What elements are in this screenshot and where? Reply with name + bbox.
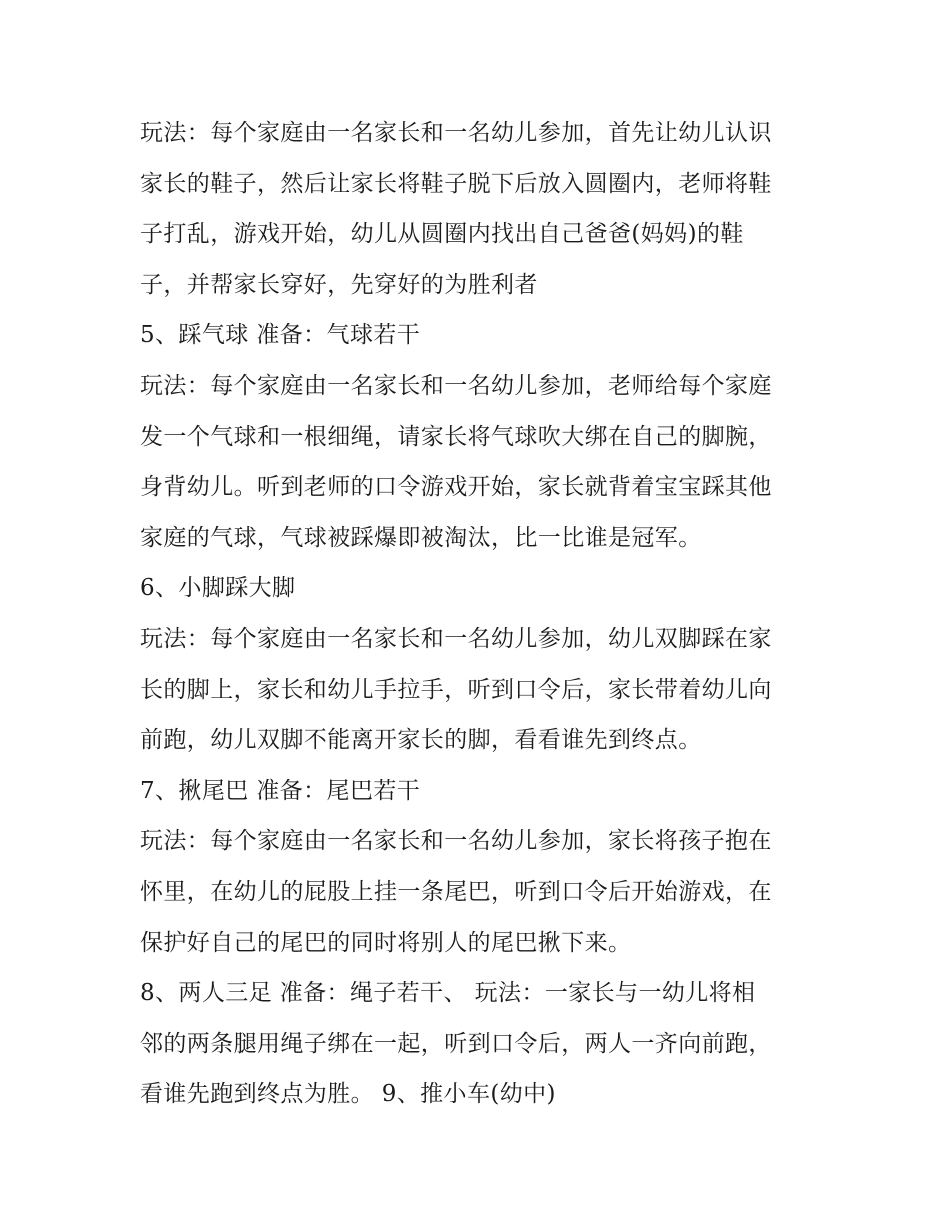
text-line: 长的脚上，家长和幼儿手拉手，听到口令后，家长带着幼儿向 — [140, 676, 772, 703]
text-line: 玩法：每个家庭由一名家长和一名幼儿参加，首先让幼儿认识 — [140, 120, 772, 146]
section-heading-6: 6、小脚踩大脚 — [140, 575, 296, 602]
text-line: 发一个气球和一根细绳，请家长将气球吹大绑在自己的脚腕， — [140, 423, 772, 450]
text-line: 身背幼儿。听到老师的口令游戏开始，家长就背着宝宝踩其他 — [140, 474, 772, 501]
text-line: 前跑，幼儿双脚不能离开家长的脚，看看谁先到终点。 — [140, 727, 702, 754]
text-line: 玩法：每个家庭由一名家长和一名幼儿参加，老师给每个家庭 — [140, 372, 772, 399]
text-line: 玩法：每个家庭由一名家长和一名幼儿参加，家长将孩子抱在 — [140, 828, 772, 855]
text-line: 家庭的气球，气球被踩爆即被淘汰，比一比谁是冠军。 — [140, 524, 702, 551]
section-heading-7: 7、揪尾巴 准备：尾巴若干 — [140, 777, 421, 804]
text-line: 保护好自己的尾巴的同时将别人的尾巴揪下来。 — [140, 929, 632, 956]
section-heading-8: 8、两人三足 准备：绳子若干、 玩法：一家长与一幼儿将相 — [140, 980, 756, 1007]
text-line: 玩法：每个家庭由一名家长和一名幼儿参加，幼儿双脚踩在家 — [140, 625, 772, 652]
text-line: 怀里，在幼儿的屁股上挂一条尾巴，听到口令后开始游戏，在 — [140, 878, 772, 905]
text-line: 子，并帮家长穿好，先穿好的为胜利者 — [140, 271, 538, 298]
section-heading-5: 5、踩气球 准备：气球若干 — [140, 322, 421, 349]
text-line: 邻的两条腿用绳子绑在一起，听到口令后，两人一齐向前跑， — [140, 1030, 772, 1057]
text-line: 家长的鞋子，然后让家长将鞋子脱下后放入圆圈内，老师将鞋 — [140, 170, 772, 197]
text-line: 看谁先跑到终点为胜。 9、推小车(幼中) — [140, 1081, 556, 1108]
document-body — [140, 108, 820, 1120]
text-line: 子打乱，游戏开始，幼儿从圆圈内找出自己爸爸(妈妈)的鞋 — [140, 221, 744, 248]
